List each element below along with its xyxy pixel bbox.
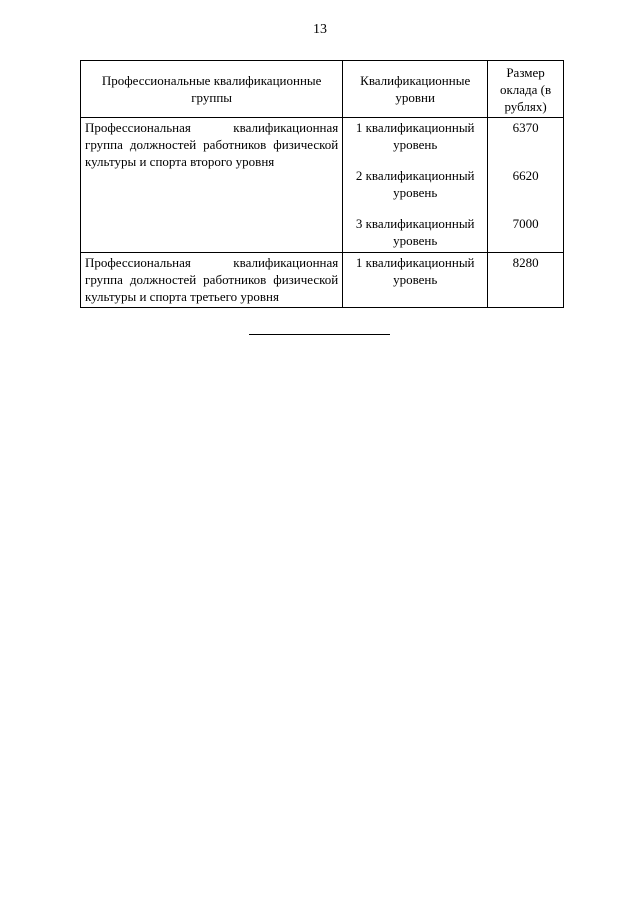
levels-cell: [343, 118, 488, 253]
levels-cell: [343, 253, 488, 308]
salary-value: 8280: [512, 255, 539, 270]
header-qualification-levels: Квалификационные уровни: [343, 61, 488, 118]
level-item: 1 квалификационный уровень: [355, 120, 475, 152]
page-number: 13: [313, 22, 327, 37]
table-row: [81, 253, 564, 308]
salary-table: [80, 60, 564, 308]
salaries-cell: [488, 118, 564, 253]
end-rule: [249, 334, 390, 335]
level-item: 3 квалификационный уровень: [355, 216, 475, 248]
group-name: Профессиональная квалификационная группа должностей работников физической культуры и спорта второго уровня: [81, 118, 343, 253]
table-header-row: [81, 61, 564, 118]
level-item: 2 квалификационный уровень: [355, 168, 475, 200]
level-item: 1 квалификационный уровень: [355, 255, 475, 287]
table-row: [81, 118, 564, 253]
header-salary: Размер оклада (в рублях): [488, 61, 564, 118]
salary-value: 6370: [512, 120, 539, 135]
group-name: Профессиональная квалификационная группа должностей работников физической культуры и спорта третьего уровня: [81, 253, 343, 308]
salary-value: 7000: [512, 216, 539, 231]
header-professional-groups: Профессиональные квалификационные группы: [81, 61, 343, 118]
salary-value: 6620: [512, 168, 539, 183]
salaries-cell: [488, 253, 564, 308]
